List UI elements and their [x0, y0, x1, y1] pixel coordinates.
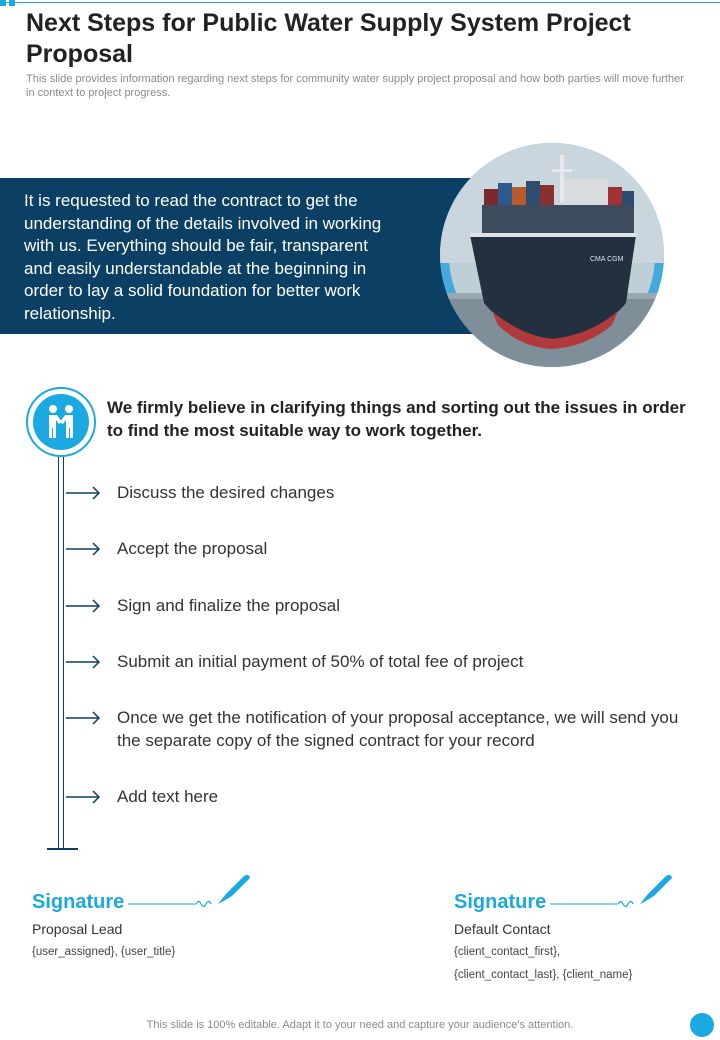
signature-field: {client_contact_first},	[454, 946, 561, 958]
step-text: Submit an initial payment of 50% of total fee of project	[117, 652, 524, 671]
signature-title: Signature	[454, 891, 547, 913]
arrow-right-icon	[66, 537, 102, 561]
belief-statement: We firmly believe in clarifying things and sorting out the issues in order to find the most suitable way to work together.	[107, 398, 686, 440]
intro-banner-text: It is requested to read the contract to get the understanding of the details involved in working with us. Everything should be fair, transparent and easily understandable at the beginning in order to lay a solid foundation for better work relationship.	[24, 191, 382, 323]
arrow-right-icon	[66, 594, 102, 618]
step-text: Accept the proposal	[117, 539, 268, 558]
footer-note: This slide is 100% editable. Adapt it to your need and capture your audience’s attention.	[146, 1019, 574, 1031]
step-text: Sign and finalize the proposal	[117, 596, 341, 615]
page-subtitle: This slide provides information regarding next steps for community water supply project proposal and how both parties will move further in context to project progress.	[26, 73, 684, 99]
signature-field: {user_assigned}, {user_title}	[32, 946, 176, 958]
people-handshake-icon	[33, 394, 89, 450]
arrow-right-icon	[66, 650, 102, 674]
people-icon-badge	[26, 387, 96, 457]
arrow-right-icon	[66, 785, 102, 809]
top-accent-line	[0, 2, 720, 3]
top-accent-mark	[0, 0, 16, 6]
pen-icon	[128, 874, 252, 910]
signature-field: {client_contact_last}, {client_name}	[454, 969, 633, 981]
pen-icon	[550, 874, 674, 910]
timeline-line	[58, 457, 64, 849]
signature-role: Proposal Lead	[32, 921, 123, 937]
arrow-right-icon	[66, 481, 102, 505]
page-title: Next Steps for Public Water Supply System Project Proposal	[26, 9, 631, 68]
step-text: Add text here	[117, 787, 219, 806]
cargo-ship-photo	[440, 143, 664, 367]
arrow-right-icon	[66, 706, 102, 730]
timeline-base	[47, 848, 78, 850]
signature-title: Signature	[32, 891, 125, 913]
hull-text: CMA CGM	[590, 256, 624, 263]
step-text: Discuss the desired changes	[117, 483, 335, 502]
cargo-ship-illustration	[440, 143, 664, 367]
step-text: Once we get the notification of your proposal acceptance, we will send you the separate copy of the signed contract for your record	[117, 708, 679, 750]
footer-dot	[690, 1013, 714, 1037]
signature-role: Default Contact	[454, 921, 551, 937]
